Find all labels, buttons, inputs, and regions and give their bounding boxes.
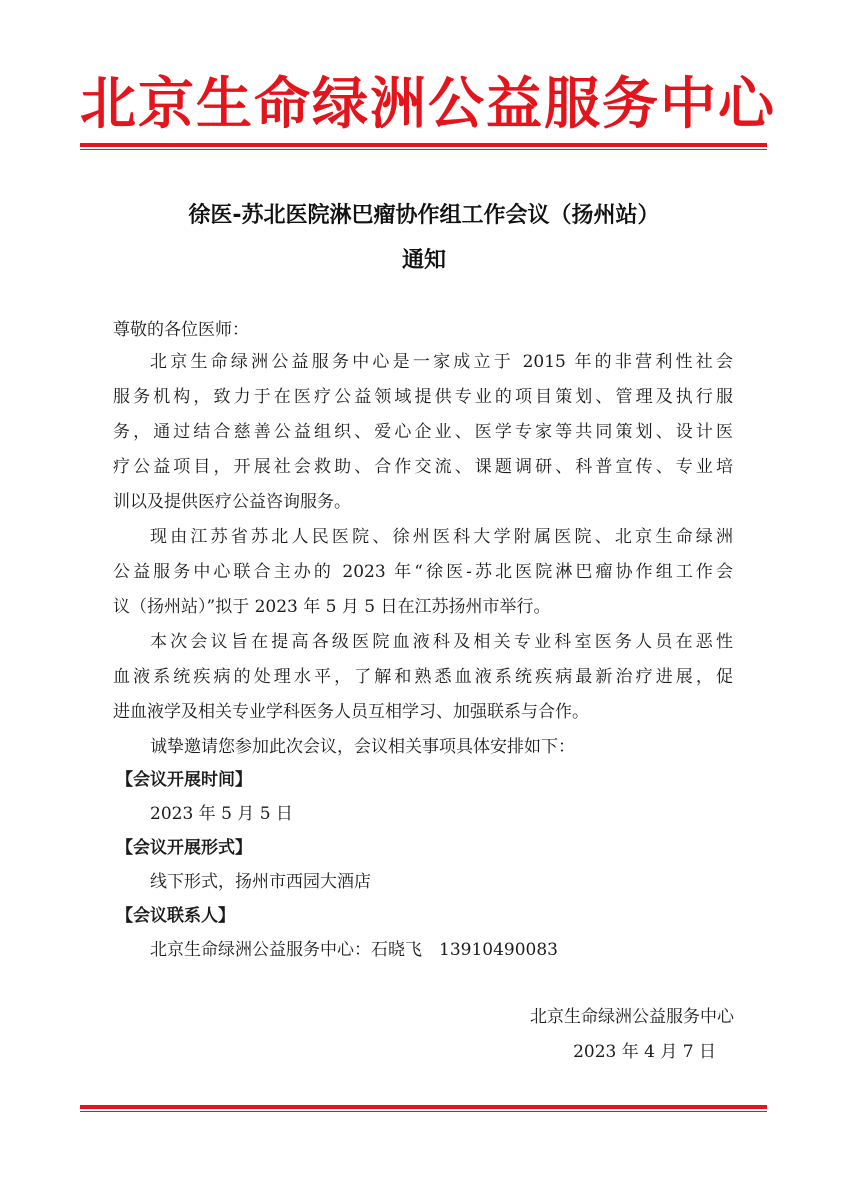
signature-org: 北京生命绿洲公益服务中心 [530, 1007, 734, 1027]
section-content-contact: 北京生命绿洲公益服务中心：石晓飞 13910490083 [150, 940, 558, 960]
section-content-format: 线下形式，扬州市西园大酒店 [150, 872, 371, 892]
paragraph-line: 议（扬州站）”拟于 2023 年 5 月 5 日在江苏扬州市举行。 [113, 597, 551, 617]
paragraph-line: 现由江苏省苏北人民医院、徐州医科大学附属医院、北京生命绿洲 [150, 527, 733, 547]
header-rule-thin [80, 149, 767, 150]
paragraph-line: 诚挚邀请您参加此次会议，会议相关事项具体安排如下： [150, 737, 575, 757]
paragraph-line: 训以及提供医疗公益咨询服务。 [113, 492, 351, 512]
document-subtitle: 通知 [401, 248, 446, 273]
section-heading-time: 【会议开展时间】 [116, 770, 252, 790]
section-heading-contact: 【会议联系人】 [116, 906, 235, 926]
paragraph-line: 北京生命绿洲公益服务中心是一家成立于 2015 年的非营利性社会 [150, 352, 733, 372]
salutation: 尊敬的各位医师： [113, 320, 249, 340]
footer-rule-thick [80, 1105, 767, 1109]
paragraph-line: 本次会议旨在提高各级医院血液科及相关专业科室医务人员在恶性 [150, 632, 733, 652]
paragraph-line: 服务机构，致力于在医疗公益领域提供专业的项目策划、管理及执行服 [113, 387, 733, 407]
document-title: 徐医-苏北医院淋巴瘤协作组工作会议（扬州站） [188, 203, 660, 228]
org-letterhead: 北京生命绿洲公益服务中心 [80, 72, 776, 137]
section-content-time: 2023 年 5 月 5 日 [150, 804, 293, 824]
paragraph-line: 公益服务中心联合主办的 2023 年“徐医-苏北医院淋巴瘤协作组工作会 [113, 562, 733, 582]
paragraph-line: 务，通过结合慈善公益组织、爱心企业、医学专家等共同策划、设计医 [113, 422, 733, 442]
paragraph-line: 进血液学及相关专业学科医务人员互相学习、加强联系与合作。 [113, 702, 589, 722]
section-heading-format: 【会议开展形式】 [116, 838, 252, 858]
paragraph-line: 疗公益项目，开展社会救助、合作交流、课题调研、科普宣传、专业培 [113, 457, 733, 477]
signature-date: 2023 年 4 月 7 日 [573, 1042, 716, 1062]
footer-rule-thin [80, 1111, 767, 1112]
header-rule-thick [80, 143, 767, 147]
paragraph-line: 血液系统疾病的处理水平，了解和熟悉血液系统疾病最新治疗进展，促 [113, 667, 733, 687]
